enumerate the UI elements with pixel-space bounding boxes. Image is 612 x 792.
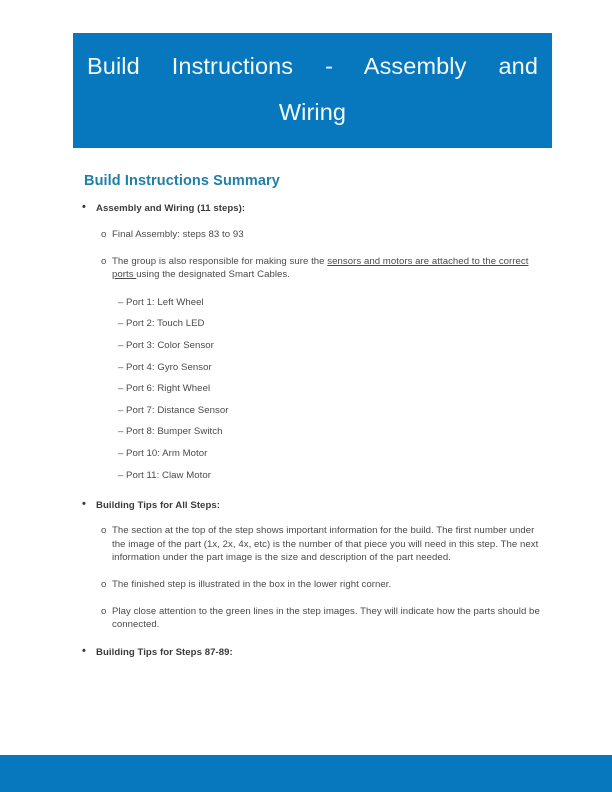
- bullet-building-tips-all: [82, 499, 553, 512]
- dash-bullet-icon: –: [118, 361, 124, 373]
- list-item-port: [118, 361, 553, 375]
- list-item-final-assembly: [101, 228, 553, 242]
- dash-bullet-icon: –: [118, 296, 124, 308]
- title-line-1: Build Instructions - Assembly and: [87, 53, 538, 79]
- responsibility-underlined: sensors and motors are attached to the correct ports: [112, 255, 529, 281]
- title-line-2: Wiring: [278, 99, 347, 125]
- circle-bullet-icon: o: [101, 229, 107, 240]
- dash-bullet-icon: –: [118, 318, 124, 330]
- circle-bullet-icon: o: [101, 605, 107, 617]
- dash-bullet-icon: –: [118, 339, 124, 351]
- footer-bar: [0, 755, 612, 792]
- port-label: Port 11: Claw Motor: [126, 469, 212, 481]
- responsibility-suffix: using the designated Smart Cables.: [136, 269, 290, 281]
- circle-bullet-icon: o: [101, 255, 107, 267]
- list-item-port: [118, 447, 553, 461]
- tip-label: Play close attention to the green lines in the step images. They will indicate how the parts should be connected.: [112, 605, 540, 631]
- list-item-responsibility: [101, 255, 550, 282]
- list-item-tip: [101, 524, 550, 565]
- page-title: Build Instructions Summary: [84, 173, 280, 189]
- list-item-tip: [101, 605, 550, 632]
- port-label: Port 6: Right Wheel: [126, 383, 211, 395]
- circle-bullet-icon: o: [101, 578, 107, 590]
- port-label: Port 3: Color Sensor: [126, 339, 214, 351]
- bullet-building-tips-steps: [82, 646, 553, 659]
- tip-label: The section at the top of the step shows important information for the build. The first number under the image of the part (1x, 2x, 4x, etc) is the number of that piece you will need in this step. The next information under the part image is the size and description of the part needed.: [112, 525, 539, 564]
- list-item-port: [118, 382, 553, 396]
- port-label: Port 4: Gyro Sensor: [126, 361, 212, 373]
- list-item-port: [118, 317, 553, 331]
- tip-label: The finished step is illustrated in the box in the lower right corner.: [112, 578, 392, 590]
- port-label: Port 2: Touch LED: [126, 318, 205, 330]
- list-item-port: [118, 469, 553, 483]
- list-item-tip: [101, 578, 550, 592]
- port-label: Port 7: Distance Sensor: [126, 404, 229, 416]
- dash-bullet-icon: –: [118, 426, 124, 438]
- bullet-label: Assembly and Wiring (11 steps):: [96, 203, 246, 214]
- port-label: Port 8: Bumper Switch: [126, 426, 223, 438]
- document-content: [73, 172, 553, 659]
- list-item-label: Final Assembly: steps 83 to 93: [112, 229, 244, 240]
- responsibility-prefix: The group is also responsible for making sure the: [112, 255, 328, 267]
- list-item-port: [118, 425, 553, 439]
- title-banner: [73, 33, 552, 148]
- dash-bullet-icon: –: [118, 469, 124, 481]
- bullet-icon: •: [82, 644, 86, 657]
- dash-bullet-icon: –: [118, 404, 124, 416]
- port-label: Port 10: Arm Motor: [126, 447, 208, 459]
- list-item-port: [118, 404, 553, 418]
- bullet-icon: •: [82, 498, 86, 511]
- bullet-label: Building Tips for All Steps:: [96, 500, 220, 512]
- circle-bullet-icon: o: [101, 525, 107, 537]
- port-label: Port 1: Left Wheel: [126, 296, 204, 308]
- bullet-icon: •: [82, 201, 86, 213]
- bullet-label: Building Tips for Steps 87-89:: [96, 646, 233, 658]
- bullet-assembly-wiring: [82, 202, 553, 215]
- list-item-port: [118, 339, 553, 353]
- dash-bullet-icon: –: [118, 383, 124, 395]
- list-item-port: [118, 296, 553, 310]
- dash-bullet-icon: –: [118, 447, 124, 459]
